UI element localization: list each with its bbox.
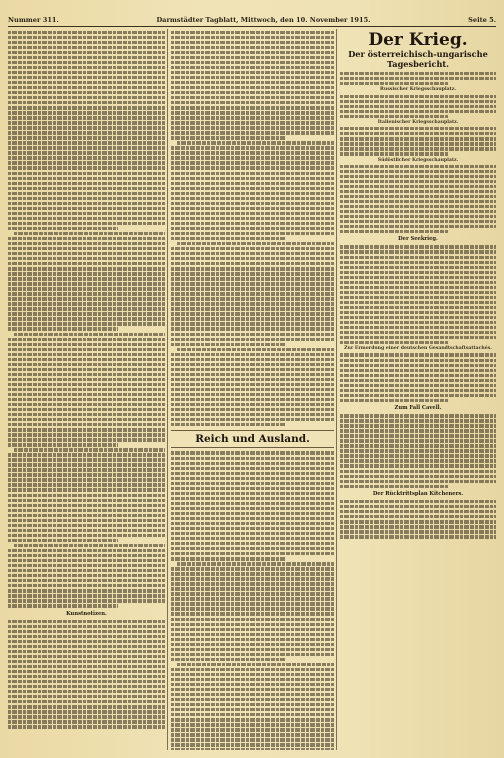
article-text-block [340,500,496,539]
article-text-block [340,245,496,344]
masthead-date: Darmstädter Tagblatt, Mittwoch, den 10. November 1915. [156,16,371,24]
page-header [8,14,496,27]
article-text-block [340,72,496,85]
article-text-block [8,620,165,729]
issue-number: Nummer 311. [8,16,59,24]
article-text-block [340,165,496,234]
subheading-attache-murder: Zur Ermordung einer deutschen Gesandtschaftsattachés. [344,346,492,352]
subheading-southeast-front: Südöstlicher Kriegsschauplatz. [377,157,459,163]
article-text-block [171,31,334,427]
reich-und-ausland-heading: Reich und Ausland. [171,430,334,448]
war-title: Der Krieg. [368,30,468,50]
subheading-italian-front: Italienischer Kriegsschauplatz. [377,120,459,126]
article-text-block [340,414,496,488]
column-rule-1 [167,29,168,750]
kunstnotizen-heading: Kunstnotizen. [66,610,107,617]
column-1 [8,29,165,750]
article-text-block [340,127,496,156]
column-2 [171,29,334,750]
article-text-block [171,451,334,750]
war-subtitle-2: Tagesbericht. [386,59,450,69]
article-text-block [340,353,496,402]
subheading-naval-war: Der Seekrieg. [398,236,438,243]
subheading-kitchener: Der Rücktrittsplan Kitcheners. [372,490,464,497]
column-3 [340,29,496,750]
column-rule-2 [336,29,337,750]
war-subtitle-1: Der österreichisch-ungarische [348,49,488,59]
page-number: Seite 5. [468,16,496,24]
article-text-block [340,95,496,119]
subheading-cavell: Zum Fall Cavell. [394,405,442,412]
subheading-russian-front: Russischer Kriegsschauplatz. [380,87,456,93]
article-text-block [8,31,165,608]
